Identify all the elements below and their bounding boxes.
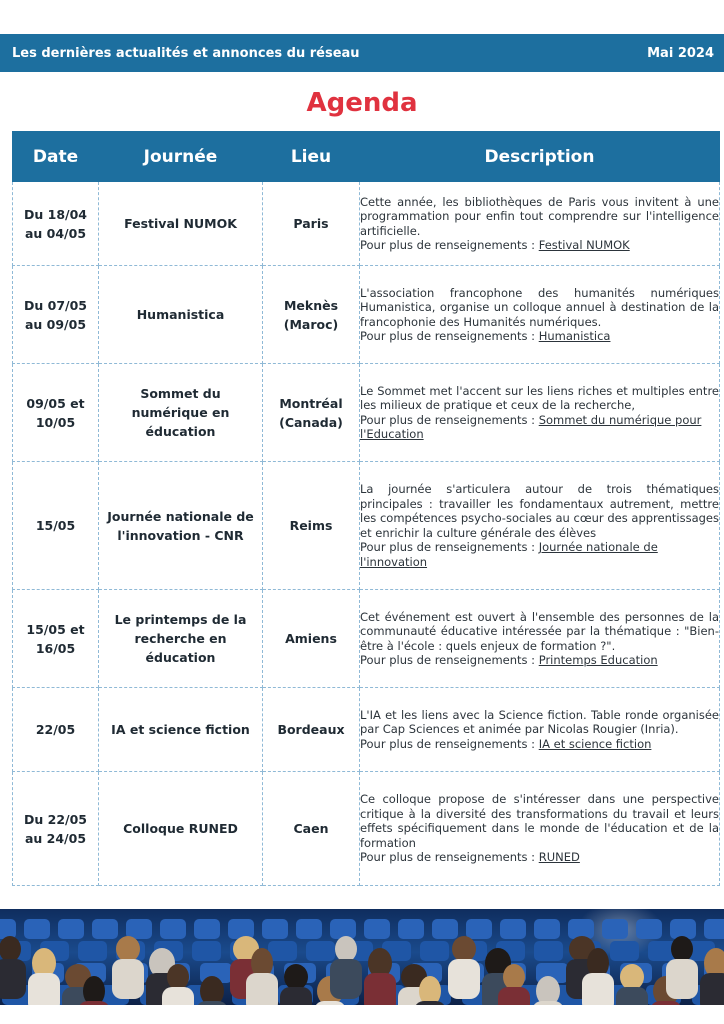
seat-shape [610, 941, 639, 961]
seat-shape [192, 941, 221, 961]
table-header-row [13, 132, 720, 182]
table-row [13, 772, 720, 886]
seat-shape [568, 919, 594, 939]
more-info-label: Pour plus de renseignements : [360, 329, 539, 343]
cell-place-line: Montréal [279, 395, 343, 411]
cell-date-line: Du 07/05 [24, 297, 87, 313]
audience-body [700, 973, 724, 1005]
audience-head [536, 976, 560, 1005]
seat-shape [636, 919, 662, 939]
cell-date-line: au 09/05 [24, 316, 87, 332]
column-header-place: Lieu [263, 132, 360, 182]
cell-place-line: (Maroc) [283, 316, 339, 332]
more-info-line [360, 737, 719, 752]
cell-event-line: Festival NUMOK [124, 216, 237, 231]
cell-date-line: 15/05 et [26, 621, 85, 637]
cell-event-line: éducation [145, 650, 216, 665]
cell-description [360, 364, 720, 462]
audience-head [503, 964, 525, 990]
cell-place-line: Reims [289, 518, 333, 533]
column-header-date: Date [13, 132, 99, 182]
seat-shape [24, 919, 50, 939]
seat-shape [58, 919, 84, 939]
seat-shape [194, 919, 220, 939]
cell-event-line: Sommet du [140, 386, 221, 401]
seat-shape [704, 919, 724, 939]
cell-place [263, 364, 360, 462]
cell-place [263, 462, 360, 590]
cell-event-line: IA et science fiction [111, 722, 250, 737]
seat-shape [364, 919, 390, 939]
audience-body [616, 987, 648, 1005]
more-info-line [360, 413, 719, 442]
seat-shape [398, 919, 424, 939]
page-title: Agenda [306, 88, 418, 118]
audience-head [335, 936, 357, 962]
seat-shape [126, 919, 152, 939]
audience-body [0, 959, 26, 999]
cell-place-line: Caen [293, 821, 329, 836]
table-row [13, 590, 720, 688]
audience-body [582, 973, 614, 1005]
cell-event-line: Humanistica [136, 307, 225, 322]
cell-place-line: Amiens [285, 631, 337, 646]
more-info-label: Pour plus de renseignements : [360, 736, 539, 751]
cell-place-line: Bordeaux [277, 722, 345, 737]
cell-date [13, 364, 99, 462]
description-text: Cette année, les bibliothèques de Paris vous invitent à une programmation pour enfin tout comprendre sur l'intelligence artificielle. [360, 194, 719, 238]
seat-shape [670, 919, 696, 939]
cell-date [13, 182, 99, 266]
audience-head [671, 936, 693, 962]
newsletter-header-band [0, 34, 724, 72]
audience-body [330, 959, 362, 999]
cell-date-line: 22/05 [35, 722, 76, 737]
seat-shape [92, 919, 118, 939]
cell-event-line: numérique en [131, 405, 230, 420]
cell-date-line: 16/05 [35, 640, 76, 656]
audience-illustration [0, 909, 724, 1005]
cell-description [360, 688, 720, 772]
cell-place [263, 772, 360, 886]
seat-shape [0, 919, 16, 939]
audience-head [167, 964, 189, 990]
more-info-line [360, 850, 719, 865]
seat-shape [466, 919, 492, 939]
seat-shape [160, 919, 186, 939]
audience-body [28, 973, 60, 1005]
more-info-link[interactable]: Humanistica [538, 329, 611, 343]
audience-head [419, 976, 441, 1005]
cell-date-line: Du 18/04 [24, 206, 87, 222]
cell-date-line: au 24/05 [24, 830, 87, 846]
cell-event [99, 266, 263, 364]
cell-description [360, 266, 720, 364]
cell-date-line: Du 22/05 [24, 811, 87, 827]
description-text: La journée s'articulera autour de trois thématiques principales : travailler les fondamentaux autrement, mettre les compétences psycho-sociales au cœur des apprentissages et enrichir la culture générale des élèves [360, 482, 719, 540]
audience-head [620, 964, 644, 990]
audience-body [666, 959, 698, 999]
cell-event-line: Le printemps de la [114, 612, 247, 627]
audience-body [112, 959, 144, 999]
cell-event [99, 462, 263, 590]
description-text: L'IA et les liens avec la Science fiction. Table ronde organisée par Cap Sciences et animée par Nicolas Rougier (Inria). [360, 707, 719, 737]
description-text: Ce colloque propose de s'intéresser dans une perspective critique à la diversité des transformations du travail et leurs effets spécifiquement dans le monde de l'éducation et de la formation [360, 792, 719, 850]
seat-shape [420, 941, 449, 961]
audience-body [162, 987, 194, 1005]
more-info-link[interactable]: Journée nationale de l'innovation [360, 540, 658, 569]
seat-shape [78, 941, 107, 961]
more-info-label: Pour plus de renseignements : [360, 238, 539, 252]
table-row [13, 688, 720, 772]
audience-head [0, 936, 21, 962]
audience-head [116, 936, 140, 962]
audience-head [284, 964, 308, 990]
audience-body [364, 973, 396, 1005]
cell-description [360, 182, 720, 266]
seat-shape [534, 941, 563, 961]
more-info-line [360, 238, 719, 253]
seat-shape [534, 919, 560, 939]
cell-place-line: Paris [293, 216, 329, 231]
cell-date-line: 10/05 [35, 414, 76, 430]
description-text: Le Sommet met l'accent sur les liens riches et multiples entre les milieux de pratique et ceux de la recherche, [360, 383, 719, 412]
audience-body [246, 973, 278, 1005]
cell-event [99, 688, 263, 772]
more-info-label: Pour plus de renseignements : [360, 412, 539, 427]
cell-description [360, 462, 720, 590]
more-info-link[interactable]: RUNED [538, 850, 580, 865]
cell-event [99, 772, 263, 886]
seat-shape [228, 919, 254, 939]
cell-date-line: 15/05 [35, 518, 76, 533]
table-row [13, 182, 720, 266]
cell-date [13, 266, 99, 364]
audience-head [200, 976, 224, 1005]
more-info-link[interactable]: IA et science fiction [538, 736, 652, 751]
cell-date [13, 688, 99, 772]
cell-place [263, 182, 360, 266]
cell-date [13, 590, 99, 688]
seat-shape [262, 919, 288, 939]
cell-event-line: recherche en [134, 631, 227, 646]
more-info-label: Pour plus de renseignements : [360, 653, 539, 667]
cell-event-line: Colloque RUNED [123, 821, 238, 836]
more-info-label: Pour plus de renseignements : [360, 850, 539, 865]
description-text: L'association francophone des humanités numériques Humanistica, organise un colloque annuel à destination de la francophonie des Humanités numériques. [360, 285, 719, 329]
newsletter-tagline: Les dernières actualités et annonces du réseau [12, 45, 360, 61]
seat-shape [500, 919, 526, 939]
audience-body [448, 959, 480, 999]
audience-photo [0, 909, 724, 1005]
seat-shape [296, 919, 322, 939]
cell-event-line: l'innovation - CNR [117, 527, 244, 543]
seat-shape [306, 941, 335, 961]
cell-place [263, 590, 360, 688]
cell-description [360, 590, 720, 688]
more-info-line [360, 653, 719, 668]
more-info-link[interactable]: Sommet du numérique pour l'Education [360, 412, 702, 441]
more-info-link[interactable]: Printemps Education [538, 653, 658, 667]
audience-head [452, 936, 476, 962]
seat-shape [432, 919, 458, 939]
cell-date-line: au 04/05 [24, 225, 87, 241]
audience-body [280, 987, 312, 1005]
table-row [13, 364, 720, 462]
cell-event-line: Journée nationale de [107, 508, 254, 524]
cell-event [99, 590, 263, 688]
column-header-day: Journée [99, 132, 263, 182]
table-row [13, 462, 720, 590]
cell-place-line: (Canada) [279, 414, 343, 430]
audience-body [498, 987, 530, 1005]
cell-place [263, 688, 360, 772]
cell-event [99, 364, 263, 462]
agenda-table [12, 131, 720, 886]
seat-shape [330, 919, 356, 939]
cell-event [99, 182, 263, 266]
cell-date-line: 09/05 et [26, 395, 85, 411]
seat-shape [602, 919, 628, 939]
description-text: Cet événement est ouvert à l'ensemble des personnes de la communauté éducative intéressée par la thématique : "Bien-être à l'école : quels enjeux de formation ?". [360, 609, 719, 653]
cell-date [13, 772, 99, 886]
issue-date: Mai 2024 [647, 45, 714, 61]
more-info-label: Pour plus de renseignements : [360, 540, 539, 554]
cell-place-line: Meknès [283, 297, 339, 313]
cell-description [360, 772, 720, 886]
more-info-link[interactable]: Festival NUMOK [538, 238, 630, 252]
column-header-description: Description [360, 132, 720, 182]
cell-event-line: éducation [145, 424, 216, 439]
table-row [13, 266, 720, 364]
cell-date [13, 462, 99, 590]
more-info-line [360, 540, 719, 569]
more-info-line [360, 329, 719, 344]
cell-place [263, 266, 360, 364]
audience-head [83, 976, 105, 1005]
